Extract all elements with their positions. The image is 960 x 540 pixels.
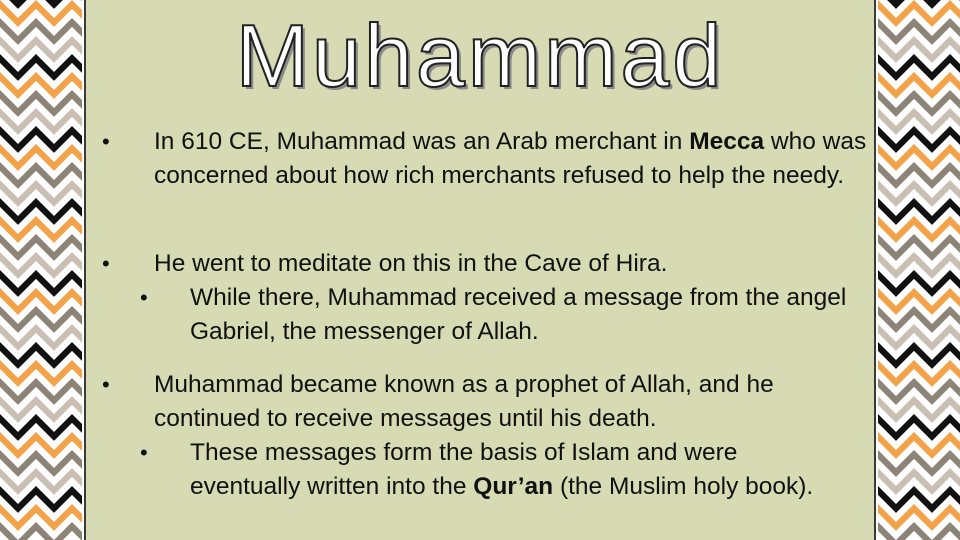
left-zigzag-border — [0, 0, 82, 540]
bullet-1 — [154, 125, 874, 193]
bullet-3-sub-text-after: (the Muslim holy book). — [553, 473, 814, 500]
bullet-1-bold: Mecca — [689, 128, 765, 155]
sub-bullet-marker: • — [140, 440, 148, 465]
bullet-1-text-after: who was concerned about how rich merchants refused to help the needy. — [154, 128, 867, 189]
bullet-3: Muhammad became known as a prophet of Allah, and he continued to receive messages until his death. — [154, 371, 774, 432]
bullet-2-sub: While there, Muhammad received a message from the angel Gabriel, the messenger of Allah. — [190, 284, 847, 345]
zigzag-pattern — [878, 0, 960, 540]
bullet-2: He went to meditate on this in the Cave of Hira. — [154, 250, 668, 277]
zigzag-pattern — [0, 0, 82, 540]
bullet-3-sub-text-before: These messages form the basis of Islam and were eventually written into the — [190, 439, 738, 500]
slide-panel — [84, 0, 876, 540]
right-zigzag-border — [878, 0, 960, 540]
slide-title: Muhammad — [235, 6, 725, 105]
bullet-marker: • — [102, 129, 110, 154]
bullet-marker: • — [102, 372, 110, 397]
bullet-1-text-before: In 610 CE, Muhammad was an Arab merchant in — [154, 128, 690, 155]
sub-bullet-marker: • — [140, 285, 148, 310]
bullet-marker: • — [102, 251, 110, 276]
bullet-3-sub — [190, 436, 830, 504]
bullet-3-sub-bold: Qur’an — [473, 473, 554, 500]
